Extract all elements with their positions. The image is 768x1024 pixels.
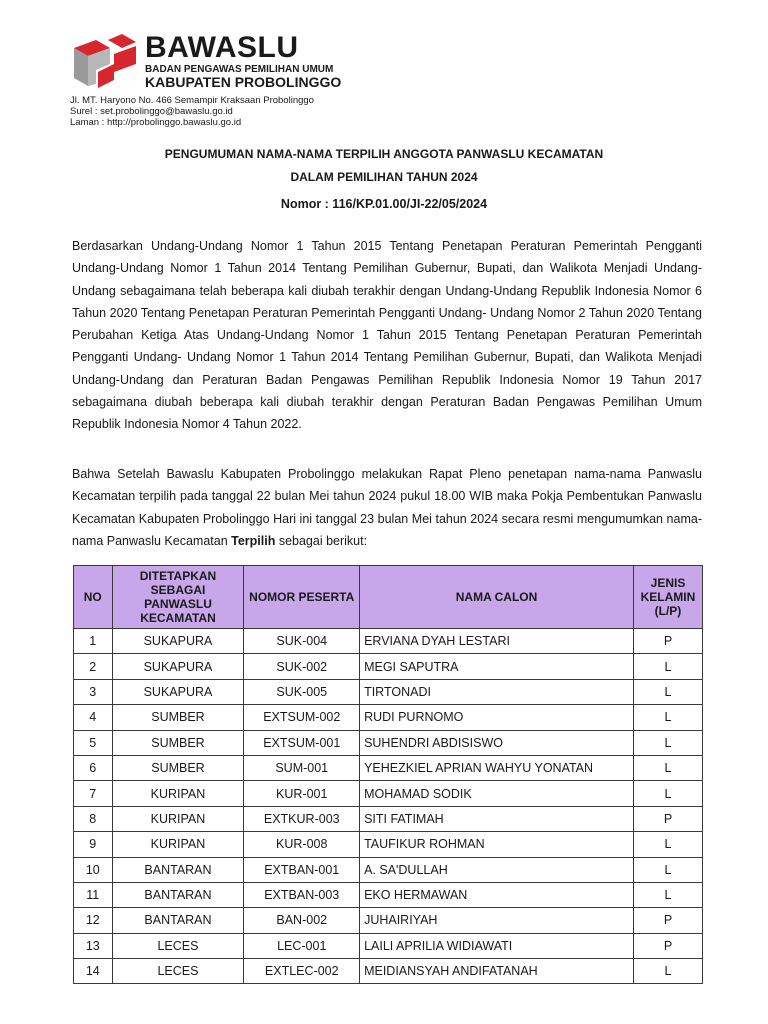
table-row	[74, 959, 703, 984]
table-row	[74, 882, 703, 907]
table-body	[74, 629, 703, 984]
cell-no: 14	[74, 959, 113, 984]
announcement-text-end: sebagai berikut:	[275, 533, 368, 548]
cell-jenis-kelamin: L	[633, 755, 702, 780]
cell-no: 1	[74, 629, 113, 654]
cell-nomor-peserta: EXTSUM-001	[244, 730, 360, 755]
letterhead-brand	[145, 31, 342, 90]
cell-no: 2	[74, 654, 113, 679]
website-line: Laman : http://probolinggo.bawaslu.go.id	[70, 117, 242, 128]
document-title-line-1: PENGUMUMAN NAMA-NAMA TERPILIH ANGGOTA PANWASLU KECAMATAN	[164, 147, 604, 161]
cell-jenis-kelamin: L	[633, 882, 702, 907]
cell-nama-calon: SUHENDRI ABDISISWO	[360, 730, 634, 755]
cell-nomor-peserta: SUM-001	[244, 755, 360, 780]
cell-kecamatan: SUMBER	[112, 730, 244, 755]
cell-jenis-kelamin: L	[633, 857, 702, 882]
bawaslu-logo-icon	[70, 34, 140, 90]
cell-nomor-peserta: SUK-002	[244, 654, 360, 679]
cell-jenis-kelamin: P	[633, 806, 702, 831]
header-nomor-peserta: NOMOR PESERTA	[244, 566, 360, 629]
cell-no: 8	[74, 806, 113, 831]
announcement-paragraph	[72, 463, 702, 552]
cell-kecamatan: SUMBER	[112, 755, 244, 780]
cell-nama-calon: YEHEZKIEL APRIAN WAHYU YONATAN	[360, 755, 634, 780]
email-line: Surel : set.probolinggo@bawaslu.go.id	[70, 106, 233, 117]
cell-nomor-peserta: KUR-001	[244, 781, 360, 806]
cell-no: 9	[74, 832, 113, 857]
cell-nama-calon: ERVIANA DYAH LESTARI	[360, 629, 634, 654]
cell-nomor-peserta: SUK-004	[244, 629, 360, 654]
table-row	[74, 755, 703, 780]
cell-kecamatan: KURIPAN	[112, 832, 244, 857]
announcement-emphasis: Terpilih	[231, 533, 276, 548]
brand-name: BAWASLU	[145, 31, 299, 64]
cell-jenis-kelamin: L	[633, 832, 702, 857]
cell-jenis-kelamin: P	[633, 908, 702, 933]
document-title-line-2: DALAM PEMILIHAN TAHUN 2024	[290, 170, 478, 184]
table-row	[74, 933, 703, 958]
document-number: Nomor : 116/KP.01.00/JI-22/05/2024	[280, 197, 488, 211]
header-kecamatan: DITETAPKAN SEBAGAI PANWASLU KECAMATAN	[112, 566, 244, 629]
elected-members-table	[73, 565, 703, 984]
brand-subtitle: BADAN PENGAWAS PEMILIHAN UMUM	[145, 64, 334, 75]
cell-nomor-peserta: EXTBAN-001	[244, 857, 360, 882]
cell-nomor-peserta: KUR-008	[244, 832, 360, 857]
brand-region: KABUPATEN PROBOLINGGO	[145, 74, 342, 90]
cell-nomor-peserta: BAN-002	[244, 908, 360, 933]
cell-kecamatan: SUMBER	[112, 705, 244, 730]
table-row	[74, 806, 703, 831]
cell-no: 4	[74, 705, 113, 730]
cell-no: 3	[74, 679, 113, 704]
cell-kecamatan: BANTARAN	[112, 908, 244, 933]
header-nama-calon: NAMA CALON	[360, 566, 634, 629]
cell-nama-calon: TAUFIKUR ROHMAN	[360, 832, 634, 857]
cell-no: 7	[74, 781, 113, 806]
cell-jenis-kelamin: L	[633, 781, 702, 806]
cell-nama-calon: MOHAMAD SODIK	[360, 781, 634, 806]
cell-jenis-kelamin: L	[633, 959, 702, 984]
cell-nama-calon: JUHAIRIYAH	[360, 908, 634, 933]
announcement-text: Bahwa Setelah Bawaslu Kabupaten Probolinggo melakukan Rapat Pleno penetapan nama-nama Panwaslu Kecamatan terpilih pada tanggal 22 bulan Mei tahun 2024 pukul 18.00 WIB maka Pokja Pembentukan Panwaslu Kecamatan Kabupaten Probolinggo Hari ini tanggal 23 bulan Mei tahun 2024 secara resmi mengumumkan nama-nama Panwaslu Kecamatan	[72, 467, 702, 548]
cell-nama-calon: EKO HERMAWAN	[360, 882, 634, 907]
cell-kecamatan: LECES	[112, 959, 244, 984]
cell-jenis-kelamin: L	[633, 654, 702, 679]
table-row	[74, 730, 703, 755]
cell-kecamatan: KURIPAN	[112, 806, 244, 831]
table-row	[74, 629, 703, 654]
cell-nomor-peserta: SUK-005	[244, 679, 360, 704]
cell-kecamatan: SUKAPURA	[112, 654, 244, 679]
legal-basis-paragraph: Berdasarkan Undang-Undang Nomor 1 Tahun 2015 Tentang Penetapan Peraturan Pemerintah Pengganti Undang-Undang Nomor 1 Tahun 2014 Tentang Pemilihan Gubernur, Bupati, dan Walikota Menjadi Undang-Undang sebagaimana telah beberapa kali diubah terakhir dengan Undang-Undang Republik Indonesia Nomor 6 Tahun 2020 Tentang Penetapan Peraturan Pemerintah Pengganti Undang- Undang Nomor 2 Tahun 2020 Tentang Perubahan Ketiga Atas Undang-Undang Nomor 1 Tahun 2015 Tentang Penetapan Peraturan Pemerintah Pengganti Undang- Undang Nomor 1 Tahun 2014 Tentang Pemilihan Gubernur, Bupati, dan Walikota Menjadi Undang-Undang dan Peraturan Badan Pengawas Pemilihan Republik Indonesia Nomor 19 Tahun 2017 sebagaimana diubah beberapa kali diubah terakhir dengan Peraturan Badan Pengawas Pemilihan Umum Republik Indonesia Nomor 4 Tahun 2022.	[72, 239, 702, 432]
table-row	[74, 781, 703, 806]
cell-nomor-peserta: EXTKUR-003	[244, 806, 360, 831]
cell-nama-calon: SITI FATIMAH	[360, 806, 634, 831]
cell-nomor-peserta: LEC-001	[244, 933, 360, 958]
table-header-row	[74, 566, 703, 629]
cell-nomor-peserta: EXTBAN-003	[244, 882, 360, 907]
cell-kecamatan: BANTARAN	[112, 857, 244, 882]
address-line: Jl. MT. Haryono No. 466 Semampir Kraksaan Probolinggo	[70, 95, 314, 106]
cell-nama-calon: TIRTONADI	[360, 679, 634, 704]
cell-nama-calon: MEGI SAPUTRA	[360, 654, 634, 679]
cell-no: 5	[74, 730, 113, 755]
letterhead-contact	[70, 95, 314, 128]
cell-no: 10	[74, 857, 113, 882]
table-row	[74, 705, 703, 730]
cell-jenis-kelamin: P	[633, 933, 702, 958]
cell-no: 6	[74, 755, 113, 780]
cell-nama-calon: MEIDIANSYAH ANDIFATANAH	[360, 959, 634, 984]
header-no: NO	[74, 566, 113, 629]
cell-nama-calon: RUDI PURNOMO	[360, 705, 634, 730]
cell-jenis-kelamin: L	[633, 730, 702, 755]
cell-jenis-kelamin: L	[633, 705, 702, 730]
cell-no: 11	[74, 882, 113, 907]
cell-jenis-kelamin: L	[633, 679, 702, 704]
table-row	[74, 654, 703, 679]
table-row	[74, 832, 703, 857]
cell-nama-calon: A. SA'DULLAH	[360, 857, 634, 882]
table-row	[74, 908, 703, 933]
cell-nomor-peserta: EXTLEC-002	[244, 959, 360, 984]
header-jenis-kelamin: JENIS KELAMIN (L/P)	[633, 566, 702, 629]
table-row	[74, 857, 703, 882]
cell-kecamatan: LECES	[112, 933, 244, 958]
cell-nama-calon: LAILI APRILIA WIDIAWATI	[360, 933, 634, 958]
cell-no: 13	[74, 933, 113, 958]
cell-kecamatan: SUKAPURA	[112, 679, 244, 704]
table-row	[74, 679, 703, 704]
cell-nomor-peserta: EXTSUM-002	[244, 705, 360, 730]
cell-kecamatan: SUKAPURA	[112, 629, 244, 654]
cell-no: 12	[74, 908, 113, 933]
cell-jenis-kelamin: P	[633, 629, 702, 654]
cell-kecamatan: KURIPAN	[112, 781, 244, 806]
cell-kecamatan: BANTARAN	[112, 882, 244, 907]
